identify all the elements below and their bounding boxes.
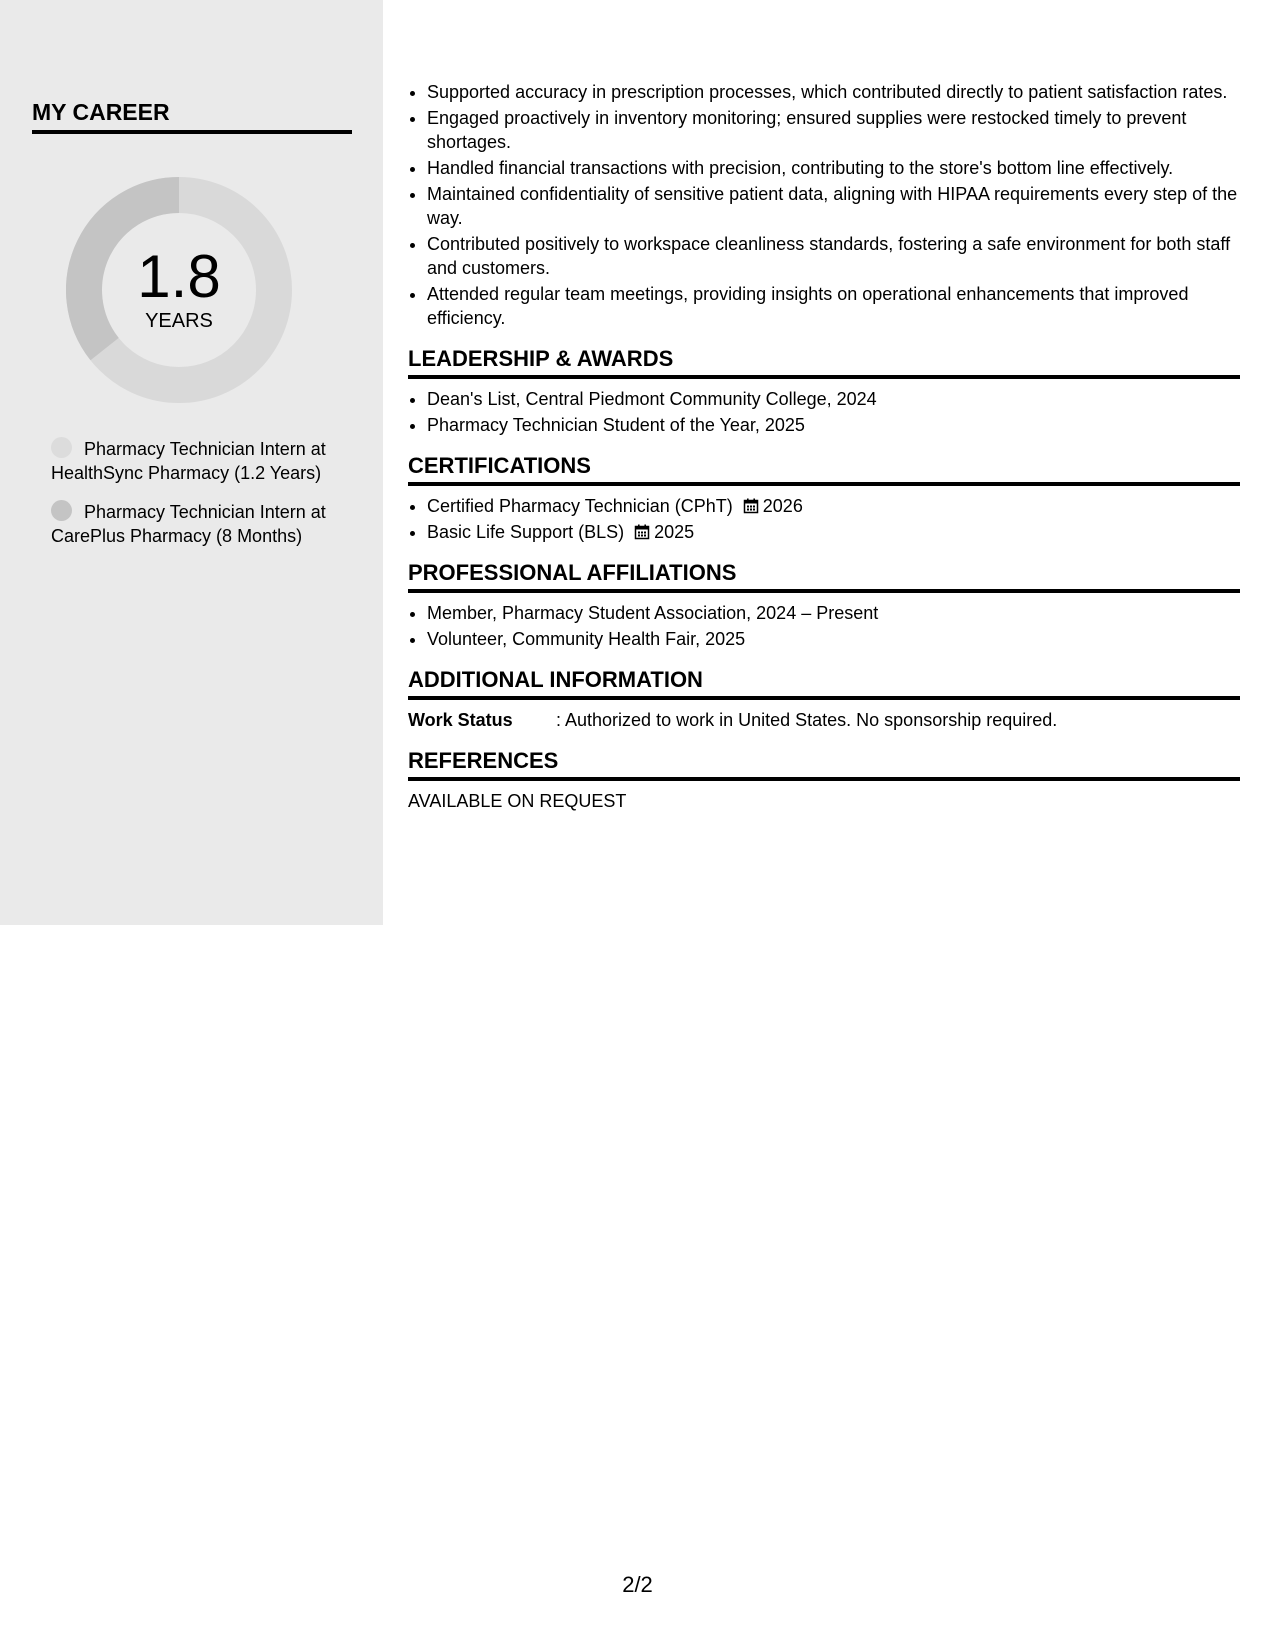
legend-item bbox=[51, 437, 331, 485]
work-status-label: Work Status bbox=[408, 710, 513, 730]
certification-item bbox=[427, 520, 1240, 544]
affiliations-section bbox=[408, 560, 1240, 651]
references-text: AVAILABLE ON REQUEST bbox=[408, 791, 627, 811]
career-legend bbox=[51, 437, 331, 563]
legend-dot-icon bbox=[51, 437, 72, 458]
career-donut-chart bbox=[66, 177, 292, 403]
references-section bbox=[408, 748, 1240, 813]
total-years-unit: YEARS bbox=[145, 310, 213, 332]
section-title: PROFESSIONAL AFFILIATIONS bbox=[408, 560, 1240, 593]
certification-year: 2026 bbox=[762, 496, 803, 516]
legend-item bbox=[51, 500, 331, 548]
sidebar bbox=[0, 0, 383, 925]
legend-label: Pharmacy Technician Intern at HealthSync Pharmacy (1.2 Years) bbox=[51, 439, 326, 483]
experience-bullet: • Maintained confidentiality of sensitive patient data, aligning with HIPAA requirements every step of the way. bbox=[427, 182, 1240, 230]
section-title: ADDITIONAL INFORMATION bbox=[408, 667, 1240, 700]
list-item: • Pharmacy Technician Student of the Year, 2025 bbox=[427, 413, 1240, 437]
list-item: • Volunteer, Community Health Fair, 2025 bbox=[427, 627, 1240, 651]
work-status-row bbox=[408, 708, 1240, 732]
calendar-icon bbox=[634, 524, 650, 540]
total-years-value: 1.8 bbox=[137, 243, 221, 310]
page-number: 2/2 bbox=[622, 1572, 653, 1597]
experience-bullet: • Contributed positively to workspace cleanliness standards, fostering a safe environment for both staff and customers. bbox=[427, 232, 1240, 280]
list-item: • Member, Pharmacy Student Association, 2024 – Present bbox=[427, 601, 1240, 625]
calendar-icon bbox=[743, 498, 759, 514]
work-status-value: : Authorized to work in United States. No sponsorship required. bbox=[556, 710, 1058, 730]
certification-name: Certified Pharmacy Technician (CPhT) bbox=[427, 496, 733, 516]
experience-bullet: • Engaged proactively in inventory monitoring; ensured supplies were restocked timely to prevent shortages. bbox=[427, 106, 1240, 154]
certifications-list bbox=[408, 494, 1240, 544]
section-title: REFERENCES bbox=[408, 748, 1240, 781]
section-title: LEADERSHIP & AWARDS bbox=[408, 346, 1240, 379]
main-content bbox=[408, 80, 1240, 813]
donut-center bbox=[66, 177, 292, 403]
additional-info-section bbox=[408, 667, 1240, 732]
affiliations-list bbox=[408, 601, 1240, 651]
certification-item bbox=[427, 494, 1240, 518]
experience-bullet: • Supported accuracy in prescription processes, which contributed directly to patient satisfaction rates. bbox=[427, 80, 1240, 104]
experience-bullet: • Attended regular team meetings, providing insights on operational enhancements that improved efficiency. bbox=[427, 282, 1240, 330]
list-item: • Dean's List, Central Piedmont Community College, 2024 bbox=[427, 387, 1240, 411]
section-title: CERTIFICATIONS bbox=[408, 453, 1240, 486]
legend-dot-icon bbox=[51, 500, 72, 521]
certification-name: Basic Life Support (BLS) bbox=[427, 522, 625, 542]
experience-bullet-list bbox=[408, 80, 1240, 330]
certification-year: 2025 bbox=[654, 522, 695, 542]
leadership-list bbox=[408, 387, 1240, 437]
certifications-section bbox=[408, 453, 1240, 544]
experience-bullet: • Handled financial transactions with precision, contributing to the store's bottom line effectively. bbox=[427, 156, 1240, 180]
legend-label: Pharmacy Technician Intern at CarePlus Pharmacy (8 Months) bbox=[51, 502, 326, 546]
career-heading: MY CAREER bbox=[32, 98, 352, 134]
leadership-section bbox=[408, 346, 1240, 437]
